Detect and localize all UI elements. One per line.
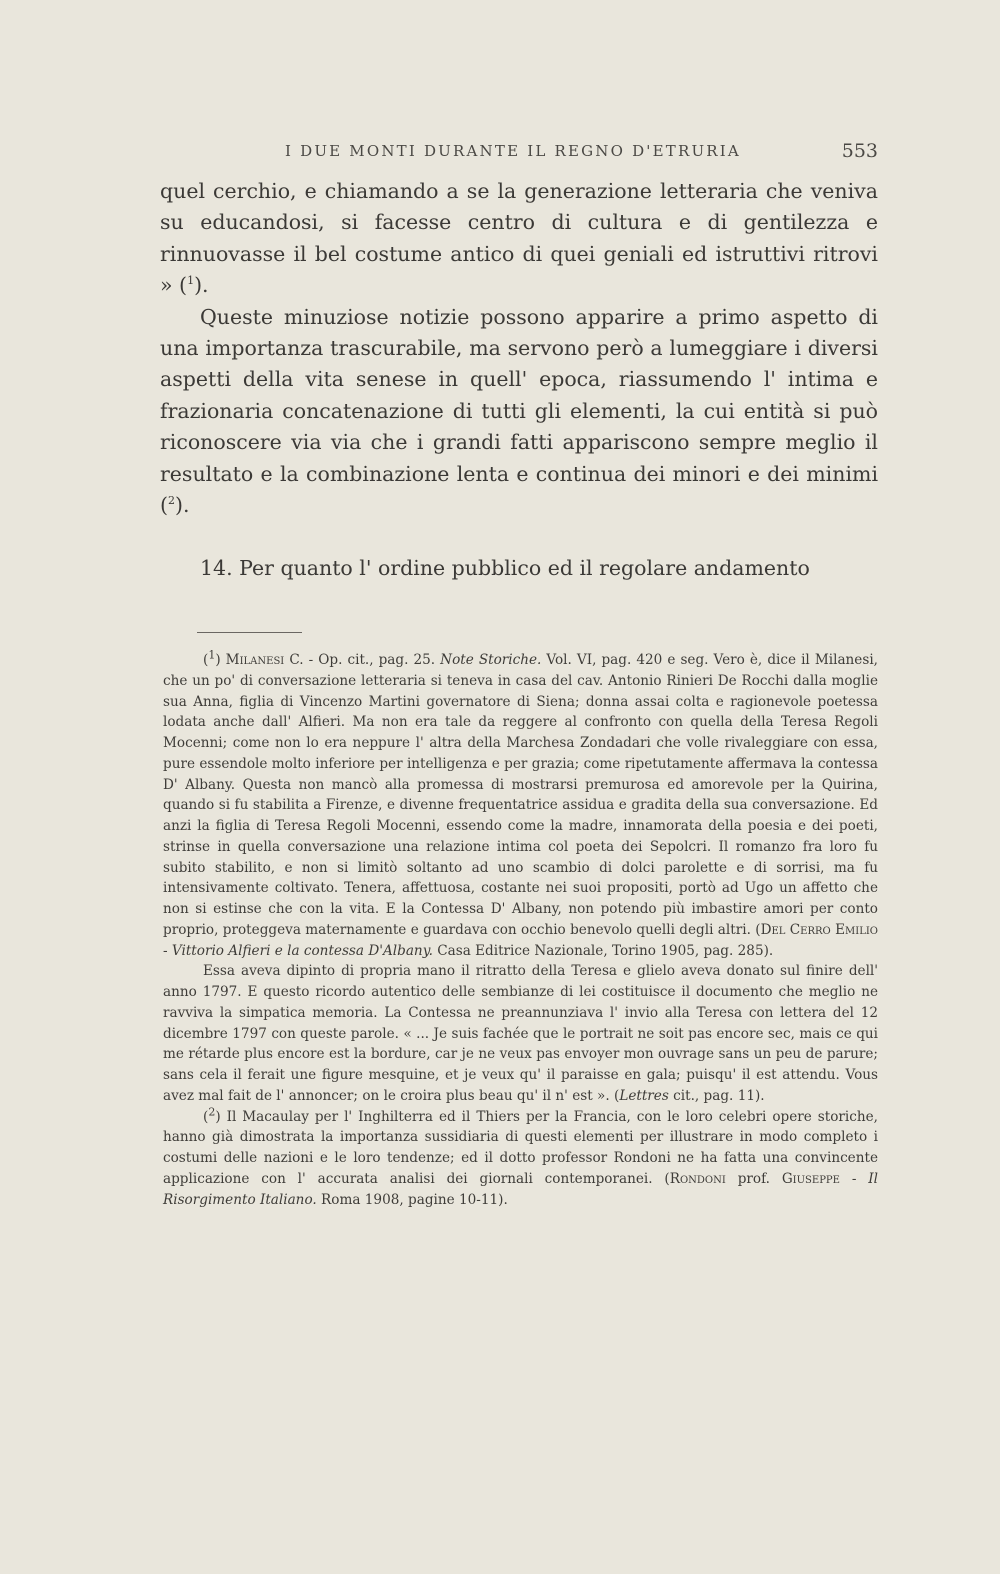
paragraph-continued bbox=[160, 176, 878, 302]
page-number: 553 bbox=[841, 140, 878, 162]
author-name: Rondoni bbox=[669, 1170, 726, 1187]
footnote-text: Casa Editrice Nazionale, Torino 1905, pag. 285). bbox=[432, 942, 774, 959]
footnote-1-continued bbox=[163, 961, 878, 1106]
paragraph-end: ). bbox=[175, 493, 190, 518]
footnote-ref: 2 bbox=[168, 494, 175, 508]
footnote-1: ($^1$) Milanesi C. - Op. cit., pag. 25. Note Storiche. Vol. VI, pag. 420 e seg. Vero è, dice il Milanesi, che un po' di conversazione letteraria si teneva in casa del cav. Antonio Rinieri De Rocchi dalla moglie sua Anna, figlia di Vincenzo Martini governatore di Siena; donna assai colta e ragionevole poetessa lodata anche dall' Alfieri. Ma non era tale da reggere al confronto con quella della Teresa Regoli Mocenni; come non lo era neppure l' altra della Marchesa Zondadari che volle rivaleggiare con essa, pure essendole molto inferiore per intelligenza e per grazia; come ripetutamente affermava la contessa D' Albany. Questa non mancò alla promessa di mostrarsi premurosa ed amorevole per la Quirina, quando si fu stabilita a Firenze, e divenne frequentatrice assidua e gradita della sua conversazione. Ed anzi la figlia di Teresa Regoli Mocenni, essendo come la madre, innamorata della poesia e dei poeti, strinse in quella conversazione una relazione intima col poeta dei Sepolcri. Il romanzo fra loro fu subito stabilito, e non si limitò soltanto ad uno scambio di dolci parolette e di sorrisi, ma fu intensivamente coltivato. Tenera, affettuosa, costante nei suoi propositi, portò ad Ugo un affetto che non si estinse che con la vita. E la Contessa D' Albany, non potendo più imbastire amori per conto proprio, proteggeva maternamente e guardava con occhio benevolo quelli degli altri. (Del Cerro Emilio - Vittorio Alfieri e la contessa D'Albany. Casa Editrice Nazionale, Torino 1905, pag. 285). bbox=[163, 648, 878, 959]
paragraph bbox=[160, 302, 878, 522]
footnote-text: cit., pag. 11). bbox=[668, 1087, 765, 1104]
footnote-marker: 2 bbox=[208, 1104, 216, 1118]
running-head bbox=[160, 142, 878, 166]
paragraph-text: Queste minuziose notizie possono apparire a primo aspetto di una importanza trascurabile, ma servono però a lumeggiare i diversi aspetti della vita senese in quell' epoca, riassumendo l' intima e frazionaria concatenazione di tutti gli elementi, la cui entità si può riconoscere via via che i grandi fatti appariscono sempre meglio il resultato e la combinazione lenta e continua dei minori e dei minimi ( bbox=[160, 304, 878, 518]
footnote-text: Vol. VI, pag. 420 e seg. Vero è, dice il Milanesi, che un po' di conversazione letteraria si teneva in casa del cav. Antonio Rinieri De Rocchi dalla moglie sua Anna, figlia di Vincenzo Martini governatore di Siena; donna assai colta e ragionevole poetessa lodata anche dall' Alfieri. Ma non era tale da reggere al confronto con quella della Teresa Regoli Mocenni; come non lo era neppure l' altra della Marchesa Zondadari che volle rivaleggiare con essa, pure essendole molto inferiore per intelligenza e per grazia; come ripetutamente affermava la contessa D' Albany. Questa non mancò alla promessa di mostrarsi premurosa ed amorevole per la Quirina, quando si fu stabilita a Firenze, e divenne frequentatrice assidua e gradita della sua conversazione. Ed anzi la figlia di Teresa Regoli Mocenni, essendo come la madre, innamorata della poesia e dei poeti, strinse in quella conversazione una relazione intima col poeta dei Sepolcri. Il romanzo fra loro fu subito stabilito, e non si limitò soltanto ad uno scambio di dolci parolette e di sorrisi, ma fu intensivamente coltivato. Tenera, affettuosa, costante nei suoi propositi, portò ad Ugo un affetto che non si estinse che con la vita. E la Contessa D' Albany, non potendo più imbastire amori per conto proprio, proteggeva maternamente e guardava con occhio benevolo quelli degli altri. ( bbox=[163, 652, 878, 938]
work-title: Vittorio Alfieri e la contessa D'Albany. bbox=[171, 942, 433, 959]
footnote-text: - bbox=[839, 1170, 869, 1187]
footnote-marker: 1 bbox=[208, 648, 216, 662]
footnote-text: Il Macaulay per l' Inghilterra ed il Thiers per la Francia, con le loro celebri opere storiche, hanno già dimostrata la importanza sussidiaria di questi elementi per illustrare in modo completo i costumi delle nazioni e le loro tendenze; ed il dotto professor Rondoni ne ha fatta una convincente applicazione con l' accurata analisi dei giornali contemporanei. ( bbox=[163, 1108, 878, 1187]
footnotes bbox=[163, 650, 878, 1210]
work-title: Il Risorgimento Italiano. bbox=[163, 1170, 878, 1208]
footnote-text: prof. bbox=[725, 1170, 782, 1187]
author-name: Giuseppe bbox=[781, 1170, 840, 1187]
paragraph-end: ). bbox=[194, 273, 209, 298]
paragraph-text: quel cerchio, e chiamando a se la generazione letteraria che veniva su educandosi, si facesse centro di cultura e di gentilezza e rinnuovasse il bel costume antico di quei geniali ed istruttivi ritrovi » ( bbox=[160, 179, 878, 298]
section-paragraph: 14. Per quanto l' ordine pubblico ed il regolare andamento bbox=[200, 556, 810, 581]
footnote-text: Roma 1908, pagine 10-11). bbox=[316, 1191, 508, 1208]
footnote-ref: 1 bbox=[187, 274, 195, 288]
footnote-text: Essa aveva dipinto di propria mano il ritratto della Teresa e glielo aveva donato sul finire dell' anno 1797. E questo ricordo autentico delle sembianze di lei costituisce il documento che meglio ne ravviva la simpatica memoria. La Contessa ne preannunziava l' invio alla Teresa con lettera del 12 dicembre 1797 con queste parole. « ... Je suis fachée que le portrait ne soit pas encore sec, mais ce qui me rétarde plus encore est la bordure, car je ne veux pas envoyer mon ouvrage sans un peu de parure; sans cela il ferait une figure mesquine, et je veux qu' il paraisse en gala; puisqu' il est attendu. Vous avez mal fait de l' annoncer; on le croira plus beau qu' il n' est ». ( bbox=[163, 963, 878, 1104]
footnote-2: ($^2$) Il Macaulay per l' Inghilterra ed il Thiers per la Francia, con le loro celebri opere storiche, hanno già dimostrata la importanza sussidiaria di questi elementi per illustrare in modo completo i costumi delle nazioni e le loro tendenze; ed il dotto professor Rondoni ne ha fatta una convincente applicazione con l' accurata analisi dei giornali contemporanei. (Rondoni prof. Giuseppe - Il Risorgimento Italiano. Roma 1908, pagine 10-11). bbox=[163, 1104, 878, 1208]
author-name: Del Cerro Emilio bbox=[760, 921, 878, 938]
footnote-rule bbox=[197, 632, 302, 633]
work-title: Lettres bbox=[619, 1087, 669, 1104]
running-title: I DUE MONTI DURANTE IL REGNO D'ETRURIA bbox=[285, 142, 741, 160]
author-name: Milanesi bbox=[225, 652, 285, 668]
footnote-text: - bbox=[163, 942, 172, 959]
main-text bbox=[160, 176, 878, 585]
work-title: Note Storiche. bbox=[440, 652, 542, 668]
footnote-text: C. - Op. cit., pag. 25. bbox=[284, 652, 441, 668]
